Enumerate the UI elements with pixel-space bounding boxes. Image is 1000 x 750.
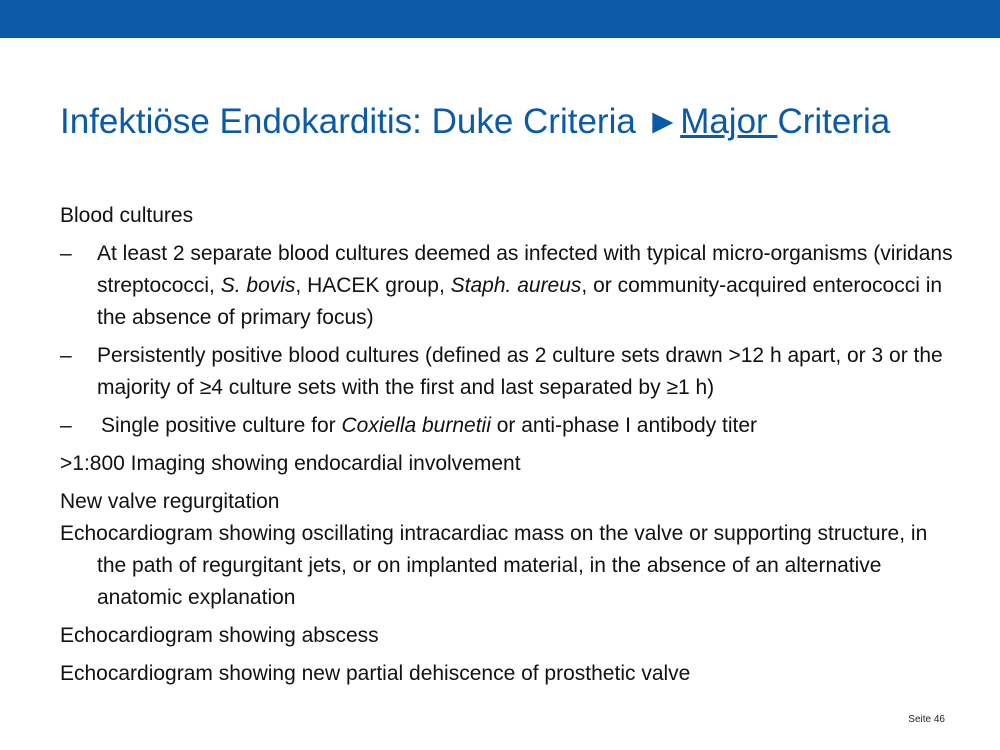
title-major-link[interactable]: Major — [680, 102, 778, 141]
bullet-item-3 — [60, 410, 960, 442]
dash-bullet: – — [60, 344, 72, 367]
slide-content — [60, 200, 960, 696]
dash-bullet: – — [60, 242, 72, 265]
bullet-text: Persistently positive blood cultures (defined as 2 culture sets drawn >12 h apart, or 3 or the majority of ≥4 culture sets with the first and last separated by ≥1 h) — [97, 344, 943, 399]
bullet-item-2 — [60, 340, 960, 404]
echo-dehiscence-line: Echocardiogram showing new partial dehiscence of prosthetic valve — [60, 662, 691, 685]
text-run: , or community-acquired enterococci in the absence of primary focus) — [97, 274, 943, 329]
bullet-item-1 — [60, 238, 960, 334]
text-run: , HACEK group, — [295, 274, 451, 297]
text-run: At least 2 separate blood cultures deemed as infected with typical micro-organisms (viridans streptococci, — [97, 242, 953, 297]
valve-regurgitation-line: New valve regurgitation — [60, 490, 280, 513]
header-bar — [0, 0, 1000, 38]
italic-term: S. bovis — [220, 274, 296, 297]
slide-title — [60, 98, 890, 146]
echo-abscess-line: Echocardiogram showing abscess — [60, 624, 379, 647]
italic-term: Staph. aureus — [450, 274, 582, 297]
bullet-text — [97, 242, 953, 329]
italic-term: Coxiella burnetii — [341, 414, 491, 437]
page-number: Seite 46 — [908, 714, 945, 725]
title-text: Infektiöse Endokarditis: Duke Criteria ► — [60, 102, 681, 141]
dash-bullet: – — [60, 414, 72, 437]
text-run: Single positive culture for — [101, 414, 342, 437]
blood-cultures-heading: Blood cultures — [60, 204, 194, 227]
text-run: or anti-phase I antibody titer — [490, 414, 758, 437]
imaging-line: >1:800 Imaging showing endocardial involvement — [60, 452, 521, 475]
bullet-text — [101, 414, 757, 437]
echo-mass-line: Echocardiogram showing oscillating intracardiac mass on the valve or supporting structure, in the path of regurgitant jets, or on implanted material, in the absence of an alternative anatomic explanation — [60, 522, 928, 609]
title-criteria: Criteria — [777, 102, 891, 141]
